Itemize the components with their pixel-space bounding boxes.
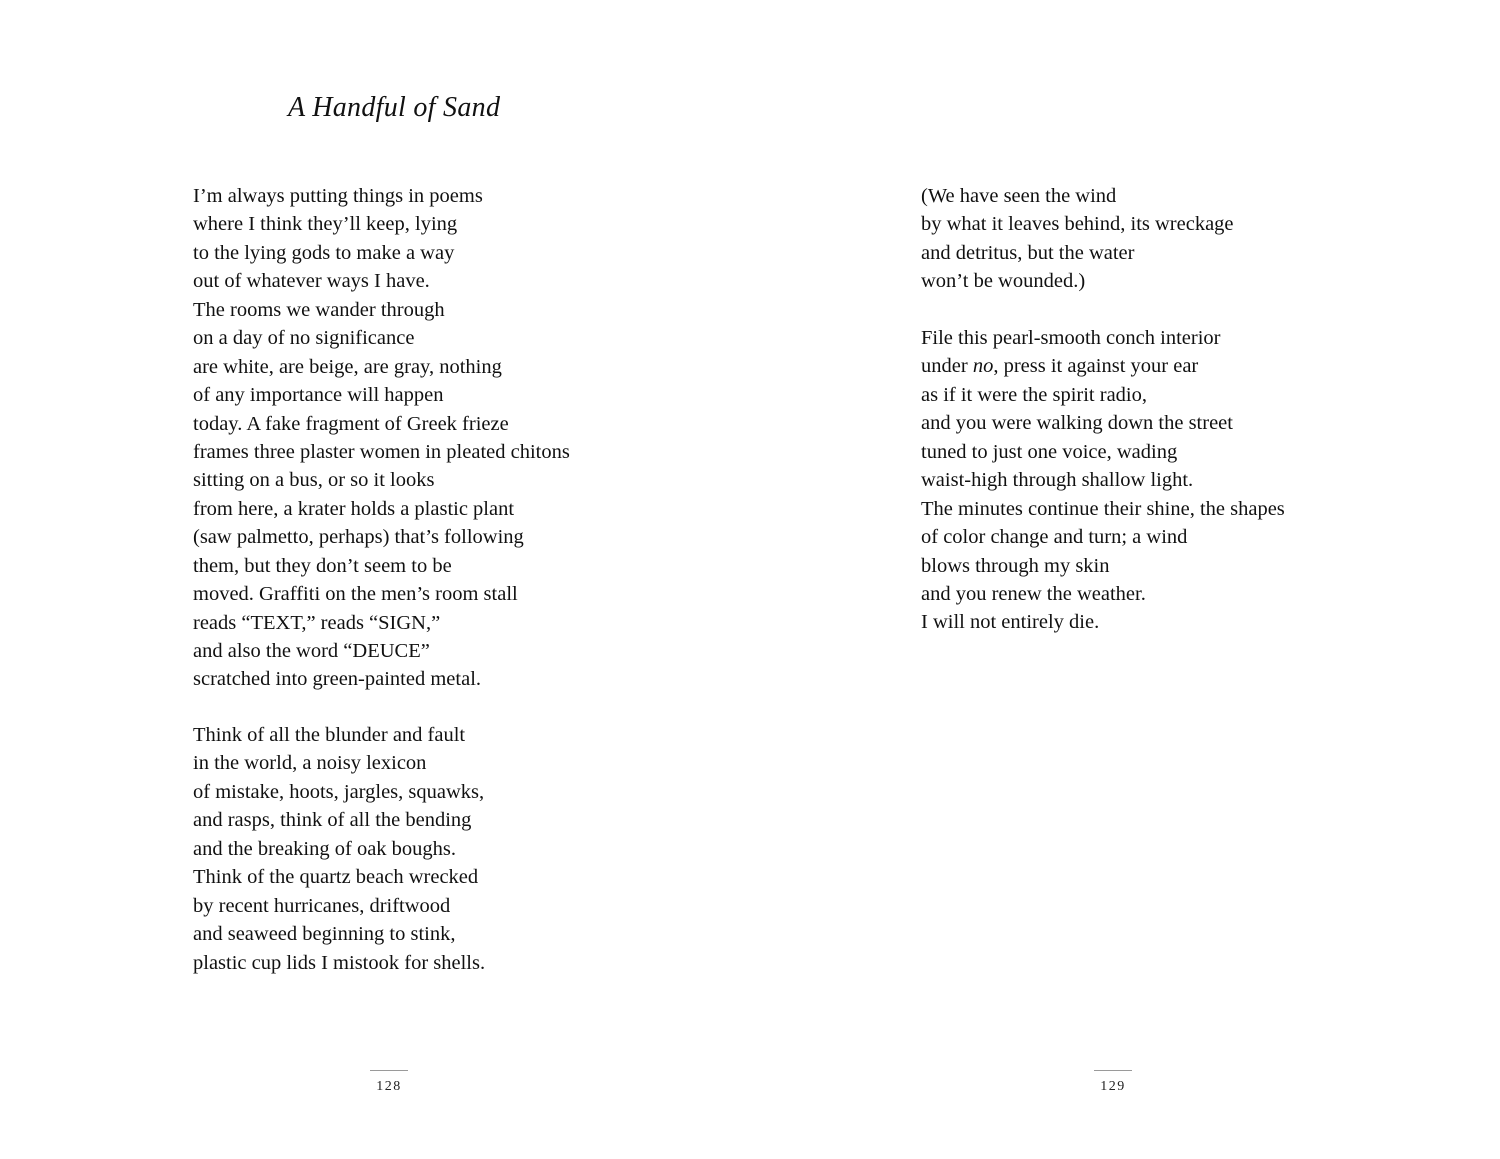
poem-line: The minutes continue their shine, the shapes	[921, 497, 1285, 520]
poem-line: plastic cup lids I mistook for shells.	[193, 951, 486, 974]
page-number: 128	[376, 1079, 402, 1094]
line-segment: , press it against your ear	[993, 355, 1199, 378]
poem-line: waist-high through shallow light.	[921, 469, 1194, 492]
poem-line: by recent hurricanes, driftwood	[193, 894, 451, 917]
poem-line: File this pearl-smooth conch interior	[921, 327, 1221, 349]
poem-title: A Handful of Sand	[288, 92, 501, 123]
poem-line: won’t be wounded.)	[921, 270, 1086, 293]
poem-line: I’m always putting things in poems	[193, 185, 483, 207]
poem-line: of color change and turn; a wind	[921, 526, 1188, 549]
poem-line: I will not entirely die.	[921, 611, 1100, 634]
poem-line: out of whatever ways I have.	[193, 270, 430, 293]
folio-rule	[1094, 1070, 1132, 1071]
poem-line: and detritus, but the water	[921, 241, 1135, 264]
stanza-3	[921, 182, 1234, 296]
stanza-1	[193, 182, 570, 694]
poem-line: of any importance will happen	[193, 384, 444, 407]
stanza-4	[921, 324, 1285, 637]
poem-line: blows through my skin	[921, 554, 1110, 577]
poem-line: where I think they’ll keep, lying	[193, 213, 458, 236]
stanza-2	[193, 721, 485, 977]
italic-word: no	[972, 355, 994, 378]
poem-line: tuned to just one voice, wading	[921, 440, 1178, 463]
poem-line: Think of all the blunder and fault	[193, 724, 466, 746]
folio-rule	[370, 1070, 408, 1071]
poem-line: and seaweed beginning to stink,	[193, 923, 456, 946]
poem-line: moved. Graffiti on the men’s room stall	[193, 583, 518, 606]
poem-line: in the world, a noisy lexicon	[193, 752, 427, 775]
poem-line: and the breaking of oak boughs.	[193, 837, 457, 860]
poem-line: from here, a krater holds a plastic plant	[193, 497, 515, 520]
poem-line: reads “TEXT,” reads “SIGN,”	[193, 611, 441, 634]
poem-line: them, but they don’t seem to be	[193, 554, 452, 577]
poem-line: by what it leaves behind, its wreckage	[921, 213, 1234, 236]
page-number: 129	[1100, 1079, 1126, 1094]
poem-line: and rasps, think of all the bending	[193, 809, 472, 832]
poem-line: of mistake, hoots, jargles, squawks,	[193, 780, 485, 803]
poem-line: (We have seen the wind	[921, 185, 1117, 207]
poem-line: are white, are beige, are gray, nothing	[193, 355, 502, 378]
poem-line: on a day of no significance	[193, 327, 415, 350]
poem-line: today. A fake fragment of Greek frieze	[193, 412, 509, 435]
poem-line: and also the word “DEUCE”	[193, 640, 430, 662]
line-segment: under	[921, 355, 973, 378]
poem-line: frames three plaster women in pleated chitons	[193, 440, 570, 463]
right-page	[750, 0, 1500, 1159]
poem-line: (saw palmetto, perhaps) that’s following	[193, 526, 524, 549]
page-number-left	[369, 1070, 409, 1097]
poem-line: as if it were the spirit radio,	[921, 383, 1148, 406]
poem-line: and you were walking down the street	[921, 412, 1233, 435]
poem-line: The rooms we wander through	[193, 298, 445, 321]
poem-line: Think of the quartz beach wrecked	[193, 866, 479, 889]
poem-line: and you renew the weather.	[921, 582, 1146, 605]
poem-line: scratched into green-painted metal.	[193, 668, 482, 691]
poem-line-with-italic	[921, 352, 1285, 380]
poem-line: sitting on a bus, or so it looks	[193, 469, 435, 492]
poem-line: to the lying gods to make a way	[193, 241, 455, 264]
page-number-right	[1093, 1070, 1133, 1097]
